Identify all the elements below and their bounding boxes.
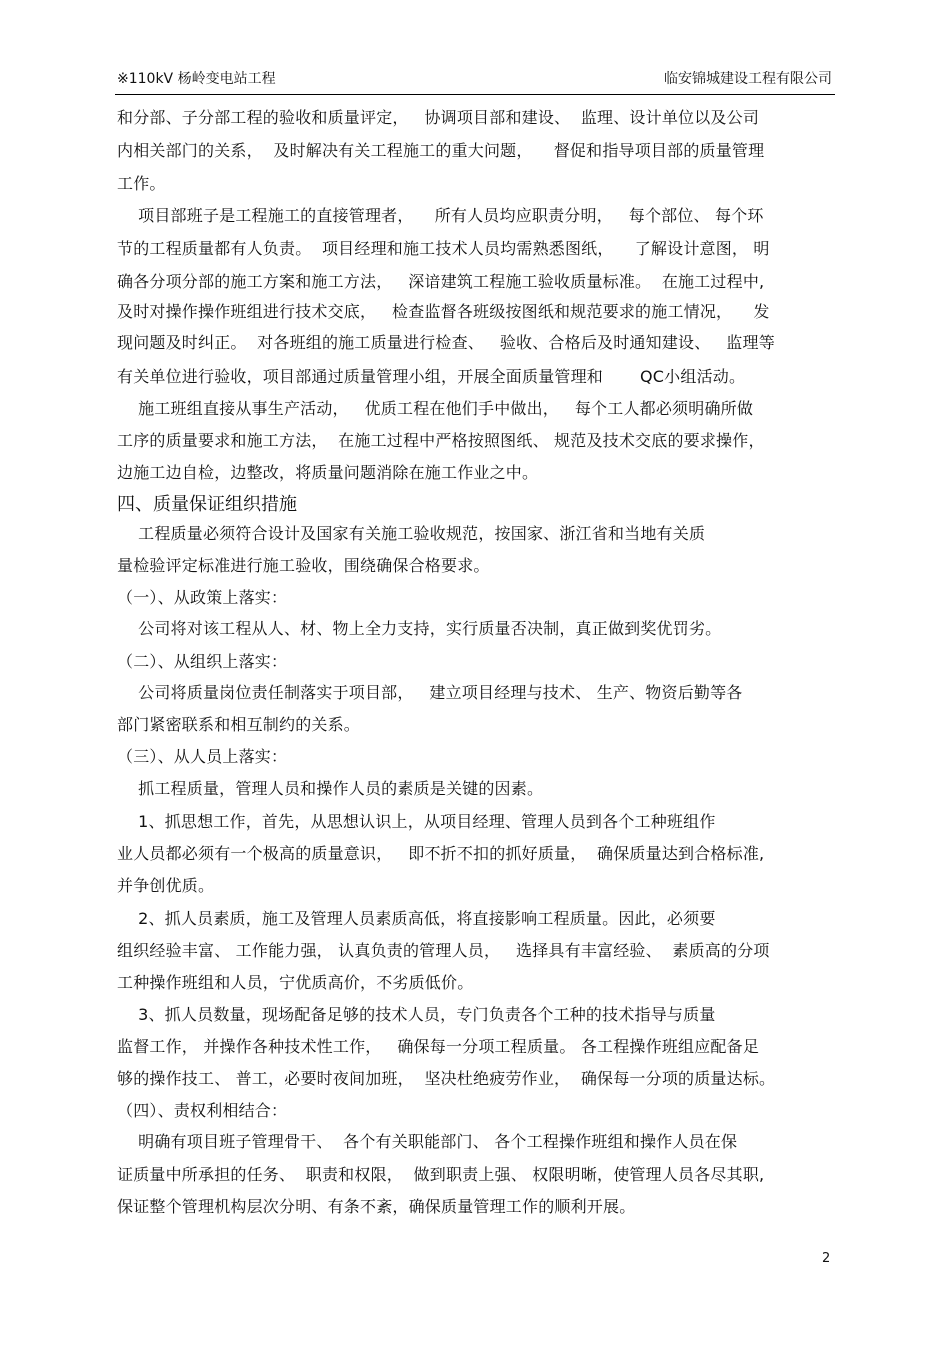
body-line: 项目部班子是工程施工的直接管理者， 所有人员均应职责分明， 每个部位、 每个环 [117,206,764,225]
body-line: 内相关部门的关系， 及时解决有关工程施工的重大问题， 督促和指导项目部的质量管理 [117,141,765,160]
page-number: 2 [822,1251,831,1266]
body-line: （二）、从组织上落实： [117,652,288,671]
body-line: 工序的质量要求和施工方法， 在施工过程中严格按照图纸、 规范及技术交底的要求操作， [117,431,765,450]
body-line: 并争创优质。 [117,876,215,895]
body-line: （一）、从政策上落实： [117,588,288,607]
body-line: 量检验评定标准进行施工验收，围绕确保合格要求。 [117,556,490,575]
body-line: 监督工作， 并操作各种技术性工作， 确保每一分项工程质量。 各工程操作班组应配备足 [117,1037,760,1056]
body-line: 工作。 [117,174,166,193]
body-line: 施工班组直接从事生产活动， 优质工程在他们手中做出， 每个工人都必须明确所做 [117,399,754,418]
body-line: 业人员都必须有一个极高的质量意识， 即不折不扣的抓好质量， 确保质量达到合格标准, [117,844,765,863]
body-line: 保证整个管理机构层次分明、有条不紊，确保质量管理工作的顺利开展。 [117,1197,636,1216]
body-line: 够的操作技工、 普工，必要时夜间加班， 坚决杜绝疲劳作业， 确保每一分项的质量达标。 [117,1069,776,1088]
header-company-name: 临安锦城建设工程有限公司 [664,71,832,87]
header-project-name: ※110kV 杨岭变电站工程 [117,71,276,87]
body-line: 明确有项目班子管理骨干、 各个有关职能部门、 各个工程操作班组和操作人员在保 [117,1132,738,1151]
body-line: 证质量中所承担的任务、 职责和权限， 做到职责上强、 权限明晰，使管理人员各尽其职, [117,1165,765,1184]
body-line: 1、抓思想工作，首先，从思想认识上，从项目经理、管理人员到各个工种班组作 [117,812,716,831]
body-line: 3、抓人员数量，现场配备足够的技术人员，专门负责各个工种的技术指导与质量 [117,1005,716,1024]
body-line: 确各分项分部的施工方案和施工方法， 深谙建筑工程施工验收质量标准。 在施工过程中, [117,272,765,291]
body-line: 工程质量必须符合设计及国家有关施工验收规范，按国家、浙江省和当地有关质 [117,524,706,543]
body-line: 抓工程质量，管理人员和操作人员的素质是关键的因素。 [117,779,544,798]
body-line: 部门紧密联系和相互制约的关系。 [117,715,361,734]
body-line: 节的工程质量都有人负责。 项目经理和施工技术人员均需熟悉图纸， 了解设计意图， 明 [117,239,770,258]
body-line: 组织经验丰富、 工作能力强， 认真负责的管理人员， 选择具有丰富经验、 素质高的分项 [117,941,770,960]
body-line: 2、抓人员素质，施工及管理人员素质高低，将直接影响工程质量。因此，必须要 [117,909,716,928]
body-line: 工种操作班组和人员，宁优质高价，不劣质低价。 [117,973,474,992]
body-line: 有关单位进行验收，项目部通过质量管理小组，开展全面质量管理和 QC小组活动。 [117,367,746,386]
section-heading: 四、质量保证组织措施 [117,494,297,515]
header-divider [115,94,835,95]
body-line: 公司将对该工程从人、材、物上全力支持，实行质量否决制，真正做到奖优罚劣。 [117,619,722,638]
body-line: 及时对操作操作班组进行技术交底， 检查监督各班级按图纸和规范要求的施工情况， 发 [117,302,770,321]
body-line: 边施工边自检，边整改，将质量问题消除在施工作业之中。 [117,463,539,482]
body-line: （三）、从人员上落实： [117,747,288,766]
body-line: 公司将质量岗位责任制落实于项目部， 建立项目经理与技术、 生产、物资后勤等各 [117,683,743,702]
body-line: 现问题及时纠正。 对各班组的施工质量进行检查、 验收、合格后及时通知建设、 监理等 [117,333,775,352]
body-line: 和分部、子分部工程的验收和质量评定， 协调项目部和建设、 监理、设计单位以及公司 [117,108,760,127]
body-line: （四）、责权利相结合： [117,1101,288,1120]
